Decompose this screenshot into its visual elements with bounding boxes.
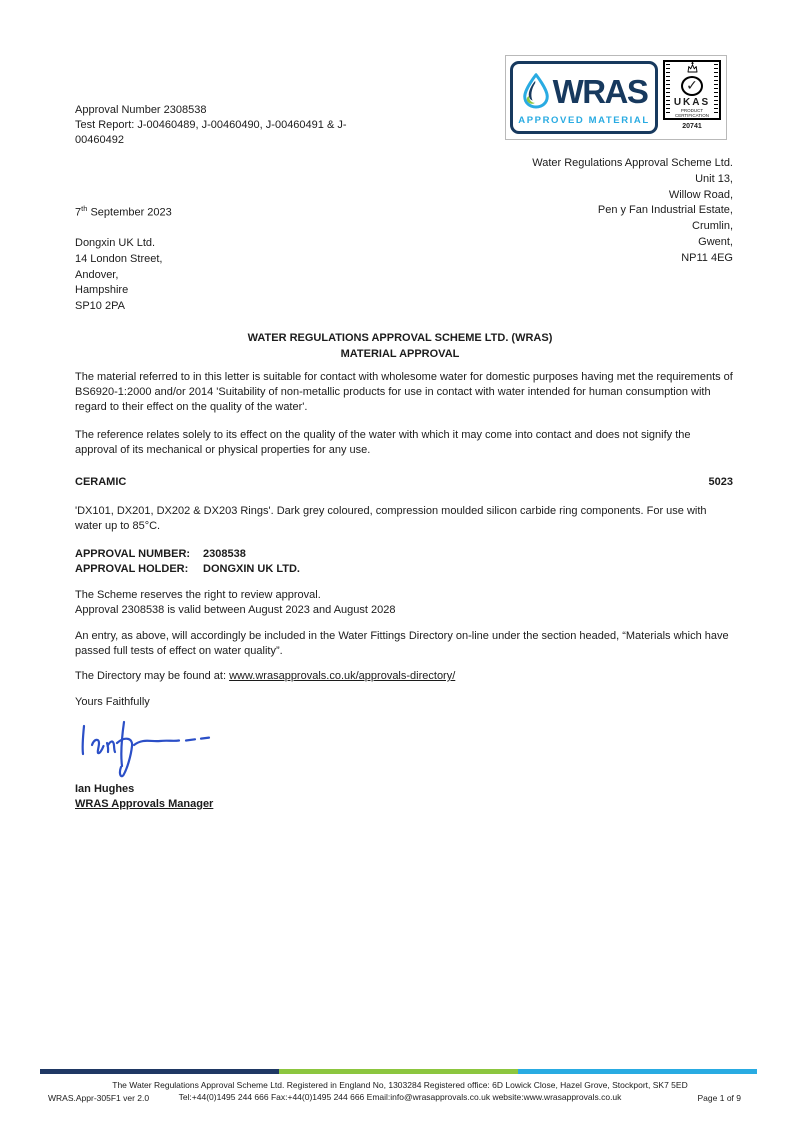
ukas-accreditation-number: 20741 bbox=[682, 123, 702, 130]
title-line2: MATERIAL APPROVAL bbox=[340, 347, 460, 360]
sender-address-line: Crumlin, bbox=[692, 220, 733, 233]
material-code: 5023 bbox=[708, 476, 733, 488]
ukas-wordmark: UKAS bbox=[673, 97, 711, 108]
crown-icon bbox=[686, 62, 699, 76]
approval-holder-label: APPROVAL HOLDER: bbox=[75, 563, 189, 575]
footer-bar-blue bbox=[518, 1069, 757, 1074]
recipient-address bbox=[75, 236, 162, 315]
recipient-address-line: SP10 2PA bbox=[75, 300, 125, 313]
approval-number-label: APPROVAL NUMBER: bbox=[75, 548, 191, 560]
approval-number-line: Approval Number 2308538 bbox=[75, 104, 207, 116]
review-block bbox=[75, 588, 395, 618]
sender-address-line: Pen y Fan Industrial Estate, bbox=[597, 204, 733, 217]
material-header-row bbox=[75, 476, 733, 488]
footer-bar-navy bbox=[40, 1069, 279, 1074]
approval-holder-row bbox=[75, 563, 300, 575]
signatory-name: Ian Hughes bbox=[75, 783, 135, 795]
test-report-line: Test Report: J-00460489, J-00460490, J-00460491 & J-00460492 bbox=[75, 119, 347, 146]
ukas-logo bbox=[662, 60, 722, 135]
letter-title bbox=[0, 331, 800, 362]
wras-approved-material-logo bbox=[510, 61, 658, 134]
directory-prefix: The Directory may be found at: bbox=[75, 670, 230, 682]
recipient-address-line: Dongxin UK Ltd. bbox=[75, 237, 156, 249]
checkmark-icon: ✓ bbox=[681, 76, 703, 96]
material-name: CERAMIC bbox=[75, 476, 127, 488]
recipient-address-line: 14 London Street, bbox=[75, 252, 163, 265]
ukas-ruler-ticks-right bbox=[714, 64, 718, 116]
sender-address-line: Water Regulations Approval Scheme Ltd. bbox=[532, 157, 733, 169]
footer-registered-line: The Water Regulations Approval Scheme Ltd. Registered in England No, 1303284 Registered office: 6D Lowick Close, Hazel Grove, Stockport, SK7 5ED bbox=[112, 1080, 688, 1090]
sender-address-line: Gwent, bbox=[698, 235, 733, 248]
paragraph-directory-entry: An entry, as above, will accordingly be included in the Water Fittings Directory on-line under the section headed, “Materials which have passed full tests of effect on water quality”. bbox=[75, 630, 729, 657]
handwritten-signature bbox=[72, 712, 262, 785]
ukas-ruler-ticks-left bbox=[666, 64, 670, 116]
footer-bar-green bbox=[279, 1069, 518, 1074]
approval-number-value: 2308538 bbox=[203, 548, 246, 560]
directory-link[interactable]: www.wrasapprovals.co.uk/approvals-directory/ bbox=[229, 670, 456, 682]
approval-holder-value: DONGXIN UK LTD. bbox=[203, 563, 300, 575]
letter-date: 7th September 2023 bbox=[75, 204, 172, 219]
logo-block bbox=[505, 55, 727, 140]
recipient-address-line: Hampshire bbox=[75, 284, 129, 297]
sender-address-line: NP11 4EG bbox=[681, 251, 733, 264]
signatory-title: WRAS Approvals Manager bbox=[75, 798, 214, 810]
reference-block bbox=[75, 103, 387, 148]
title-line1: WATER REGULATIONS APPROVAL SCHEME LTD. (WRAS) bbox=[247, 332, 553, 344]
water-drop-icon bbox=[521, 72, 551, 112]
material-description: 'DX101, DX201, DX202 & DX203 Rings'. Dark grey coloured, compression moulded silicon carbide ring components. For use with water up to 85°C. bbox=[75, 505, 707, 532]
sender-address-line: Willow Road, bbox=[668, 188, 733, 201]
footer-contact-line: Tel:+44(0)1495 244 666 Fax:+44(0)1495 244 666 Email:info@wrasapprovals.co.uk website:www.wrasapprovals.co.uk bbox=[178, 1092, 622, 1102]
sender-address bbox=[532, 156, 733, 267]
footer-doc-ref: WRAS.Appr-305F1 ver 2.0 bbox=[48, 1093, 150, 1103]
wras-tagline: APPROVED MATERIAL bbox=[518, 114, 650, 126]
review-line1: The Scheme reserves the right to review approval. bbox=[75, 589, 321, 601]
footer-color-bar bbox=[40, 1069, 757, 1074]
paragraph-reference-scope: The reference relates solely to its effect on the quality of the water with which it may come into contact and does not signify the approval of its mechanical or physical properties for any use. bbox=[75, 429, 691, 456]
sender-address-line: Unit 13, bbox=[695, 172, 733, 185]
footer-page-indicator: Page 1 of 9 bbox=[697, 1093, 741, 1103]
approval-number-row bbox=[75, 548, 246, 560]
directory-line bbox=[75, 670, 455, 682]
recipient-address-line: Andover, bbox=[75, 268, 119, 281]
wras-wordmark: WRAS bbox=[552, 73, 648, 110]
closing-salutation: Yours Faithfully bbox=[75, 696, 150, 708]
ukas-subtext: PRODUCT CERTIFICATION bbox=[674, 108, 710, 119]
paragraph-material-suitability: The material referred to in this letter is suitable for contact with wholesome water for domestic purposes having met the requirements of BS6920-1:2000 and/or 2014 'Suitability of non-metallic products for use in contact with water intended for human consumption with regard to their effect on the quality of the water'. bbox=[75, 371, 733, 413]
review-line2: Approval 2308538 is valid between August 2023 and August 2028 bbox=[75, 604, 396, 616]
